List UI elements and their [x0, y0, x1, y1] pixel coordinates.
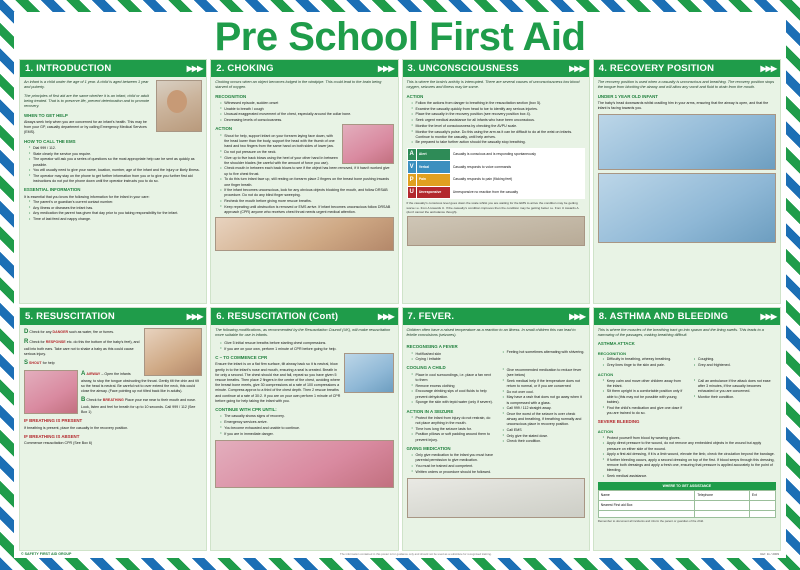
subheading-recognising-a-fever: RECOGNISING A FEVER	[406, 344, 458, 350]
photo-feverish-child	[407, 478, 585, 518]
panel-body	[594, 77, 780, 303]
action-list-left	[603, 379, 685, 417]
photo-chest-thrust	[215, 217, 393, 251]
list-item: • Check mouth in between each back blows to see if the object has been removed, if it hasn't worked give up to five chest thrust.	[220, 166, 393, 176]
avpu-footnote: If the casualty's conscious level goes down the scale whilst you are waiting for the EMS to arrive the condition may be getting worse i.e. from A towards U. If the casualty's condition improves then the condition may be getting better i.e. from U towards A. (don't cancel the ambulance though).	[406, 201, 580, 215]
intro-text: This is where the muscles of the breathing tract go into spasm and the lining swells. This leads to a narrowing of the passages, making breathing difficult.	[597, 327, 764, 337]
list-item: • Difficulty in breathing, wheezy breathing.	[603, 357, 685, 362]
photo-chest-compressions	[215, 440, 393, 488]
panel-recovery-position	[593, 59, 781, 304]
avpu-letter: U	[407, 186, 416, 199]
panel-number: 4.	[598, 63, 608, 74]
subheading-essential-information: ESSENTIAL INFORMATION	[24, 187, 81, 193]
cell-nearest-first-aid-box[interactable]: Nearest First aid Box	[598, 501, 695, 511]
panel-choking	[210, 59, 398, 304]
table-row	[407, 161, 584, 174]
action-list-right	[694, 379, 776, 417]
list-item: • Sponge the skin with tepid water (only if severe).	[412, 400, 494, 405]
panel-number: 6.	[216, 310, 225, 322]
giving-medication-list	[412, 453, 494, 475]
intro-text: The following modifications, as recommended by the Resuscitation Council (UK), will make resuscitation more suitable for use in infants.	[215, 327, 391, 337]
table-header-where-to-get-assistance: WHERE TO GET ASSISTANCE	[598, 482, 775, 490]
action-list	[220, 134, 393, 216]
recognition-list	[220, 101, 393, 123]
panel-unconsciousness	[402, 59, 590, 304]
panel-body	[20, 325, 206, 551]
recognition-columns	[598, 357, 776, 368]
panel-body	[403, 325, 589, 551]
avpu-letter: A	[407, 148, 416, 161]
cooling-child-list	[412, 373, 494, 406]
list-item: • Decreasing levels of consciousness.	[220, 118, 393, 123]
reference-code: Ref: 11 / 2009	[760, 552, 779, 556]
list-item: • Monitor the level of consciousness by checking the AVPU scale.	[412, 124, 585, 129]
avpu-word: Verbal	[416, 161, 450, 174]
list-item: • Time how long the seizure lasts for.	[412, 427, 494, 432]
list-item: • If you are on your own, perform 1 minute of CPR before going for help.	[220, 347, 393, 352]
intro-text-2: The principles of first aid are the same whether it is an infant, child or adult being treated. That is to preserve life, prevent deterioration and to promote recovery.	[24, 93, 150, 109]
subheading-under-1-year: UNDER 1 YEAR OLD INFANT	[597, 93, 658, 99]
subheading-recognition: RECOGNITION	[597, 350, 626, 356]
list-item: • Unable to breath / cough	[220, 107, 393, 112]
chevron-right-icon: ▶▶▶	[569, 64, 585, 73]
panel-asthma-and-bleeding	[593, 307, 781, 552]
list-item: • Seek medical help if the temperature does not return to normal, or if you are concerned	[503, 379, 585, 389]
panel-header	[594, 60, 780, 77]
list-item: • Any illness or diseases the infant has.	[29, 206, 202, 211]
panel-number-and-heading	[25, 311, 115, 322]
avpu-description: Unresponsive no reaction from the casualty	[450, 186, 584, 199]
if-breathing-absent-text: Commence resuscitation CPR (See Box 6)	[24, 441, 93, 446]
list-item: • Keep repeating until obstruction is removed or EMS arrive. If infant becomes unconscious follow DRSAB approach (CPR) anyone who receives chest thrust needs urgent medical attention.	[220, 205, 393, 215]
list-item: • Feeling hot sometimes alternating with shivering.	[503, 350, 585, 355]
chevron-right-icon: ▶▶▶	[186, 311, 203, 321]
panel-resuscitation-cont	[210, 307, 398, 552]
when-to-get-help-text: Always seek help when you are concerned for an infant's health. This may be from your GP, casualty department or by calling Emergency Medical Services (EMS).	[24, 119, 147, 135]
list-item: • Hot/flushed skin	[412, 352, 494, 357]
list-item: • Coughing.	[694, 357, 776, 362]
list-item: • Written orders or procedure should be followed.	[412, 470, 494, 475]
action-columns	[598, 379, 776, 417]
table-row[interactable]	[598, 511, 775, 518]
step-keyword: SHOUT	[29, 361, 42, 366]
list-item: • The operator may stay on the phone to get further information from you or to give you further first aid instructions do not put the phone down until the operator instructs you to do so.	[29, 174, 202, 184]
photo-check-response	[144, 328, 202, 376]
panel-number-and-heading	[408, 311, 455, 322]
panel-header	[403, 60, 589, 77]
cell-telephone[interactable]	[695, 511, 749, 518]
panel-number: 3.	[407, 63, 416, 74]
avpu-letter: P	[407, 174, 416, 187]
recognition-list-left	[603, 357, 685, 368]
list-item: • Do not over cool.	[503, 390, 585, 395]
list-item: • Dial 999 / 112.	[29, 146, 202, 151]
cooling-child-list-cont	[503, 368, 585, 395]
list-item: • If you are in immediate danger.	[220, 432, 393, 437]
panel-number-and-heading	[216, 63, 273, 74]
list-item: • Witnessed episode, sudden onset	[220, 101, 393, 106]
subheading-cooling-a-child: COOLING A CHILD	[406, 365, 446, 371]
list-item: • Call 999 / 112 straight away.	[503, 406, 585, 411]
seizure-action-list	[412, 416, 494, 443]
photo-unconscious-child	[407, 216, 585, 246]
chevron-right-icon: ▶▶▶	[378, 64, 394, 73]
rash-warning-list	[503, 395, 585, 411]
step-keyword: BREATHING	[102, 398, 124, 403]
recognition-list-right	[694, 357, 776, 368]
panel-body	[403, 77, 589, 303]
subheading-continue-cpr-until: CONTINUE WITH CPR UNTIL:	[215, 407, 277, 413]
panel-resuscitation	[19, 307, 207, 552]
list-item: • Check their condition.	[503, 439, 585, 444]
chevron-right-icon: ▶▶▶	[378, 311, 394, 321]
recognising-fever-list	[412, 352, 494, 363]
step-text: – Open the infants airway, to stop the tongue obstructing the throat. Gently tilt the chin and tilt so the head is neutral. Be careful not to over extend the neck, this could close the airway. (Face pointing up not tilted back like in adults).	[81, 371, 199, 394]
column-header-telephone: Telephone	[695, 491, 749, 501]
avpu-description: Casualty is conscious and is responding spontaneously	[450, 148, 584, 161]
panel-number-and-heading	[408, 63, 519, 74]
avpu-description: Casualty responds to voice commands	[450, 161, 584, 174]
list-item: • Sit them upright in a comfortable position only if able to (this may not be possible with young babies).	[603, 389, 685, 405]
step-keyword: RESPONSE	[45, 340, 66, 345]
table-row	[407, 174, 584, 187]
avpu-scale-table	[407, 148, 585, 200]
panel-number: 5.	[25, 310, 34, 322]
list-item: • Emergency services arrive.	[220, 420, 393, 425]
photo-recovery-position-2	[598, 173, 776, 243]
list-item: • You will usually need to give your name, location, number, age of the infant and the injury or likely illness.	[29, 168, 202, 173]
subheading-action: ACTION	[406, 93, 424, 99]
seizure-action-list-cont	[503, 412, 585, 433]
list-item: • Apply direct pressure to the wound, do not remove any embedded objects in the wound but apply pressure on either side of the wound.	[603, 441, 776, 451]
panel-heading: FEVER.	[418, 310, 455, 322]
contacts-note: Remember to document all incidents and inform the parent or guardian of the child.	[597, 519, 704, 524]
list-item: • Encourage drinking sips of cool fluids to help prevent dehydration.	[412, 389, 494, 399]
page-title: Pre School First Aid	[214, 15, 586, 59]
step-keyword: AIRWAY	[86, 371, 101, 376]
cell-name[interactable]	[598, 511, 695, 518]
list-item: • Be prepared to take further action should the casualty stop breathing.	[412, 140, 585, 145]
list-item: • Keep calm and move other children away from the infant.	[603, 379, 685, 389]
step-letter: R	[24, 339, 29, 346]
giving-medication-list-cont	[503, 434, 585, 445]
poster-title-bar	[19, 16, 781, 59]
panel-heading: INTRODUCTION	[36, 63, 112, 74]
fever-two-columns	[407, 341, 585, 475]
list-item: • Unusual exaggerated movement of the chest, especially around the collar bone.	[220, 112, 393, 117]
essential-info-list	[29, 200, 202, 222]
list-item: • Time of last feed and nappy change.	[29, 217, 202, 222]
modifications-list	[220, 341, 393, 352]
panel-header	[211, 60, 397, 77]
publisher-logo: © SAFETY FIRST AID GROUP	[21, 552, 72, 556]
photo-rescue-breaths	[344, 353, 394, 393]
panel-number: 8.	[598, 310, 608, 322]
list-item: • Monitor the casualty's pulse. Do this using the arm as it can be difficult to do at the wrist on infants. Continue to monitor the casualty, until help arrives.	[412, 130, 585, 140]
list-item: • Give up to five back blows using the heel of your other hand in between the shoulder blades (be careful with the amount of force you use).	[220, 156, 393, 166]
panel-introduction	[19, 59, 207, 304]
panel-heading: CHOKING	[227, 63, 274, 74]
panel-number: 7.	[407, 310, 416, 322]
cell-ext[interactable]	[749, 511, 775, 518]
column-header-name: Name	[598, 491, 695, 501]
panel-header	[594, 308, 780, 325]
if-breathing-text: If breathing is present, place the casualty in the recovery position.	[24, 425, 129, 430]
panel-heading: ASTHMA AND BLEEDING	[609, 310, 729, 322]
action-list	[412, 101, 585, 146]
intro-text: Choking occurs when an object becomes lodged in the windpipe. This could lead to the brain being starved of oxygen.	[215, 80, 382, 90]
cell-telephone[interactable]	[695, 501, 749, 511]
avpu-description: Casualty responds to pain (flicking feet)	[450, 174, 584, 187]
avpu-word: Unresponsive	[416, 186, 450, 199]
panel-header	[20, 60, 206, 77]
under-1-year-text: The baby's head downwards whilst cradling him in your arms, ensuring that the airway is open, and that the infant is facing towards you.	[597, 101, 769, 111]
panel-number: 1.	[25, 63, 34, 74]
intro-text: Children often have a raised temperature as a reaction to an illness. In small children this can lead to febrile convulsions (seizures).	[406, 327, 576, 337]
panel-body	[211, 325, 397, 551]
panel-number-and-heading	[216, 311, 338, 322]
chevron-right-icon: ▶▶▶	[760, 311, 776, 321]
bleeding-action-list	[603, 436, 776, 480]
table-row[interactable]	[598, 501, 775, 511]
list-item: • Follow the actions from danger to breathing in the resuscitation section (box 5).	[412, 101, 585, 106]
list-item: • Monitor their condition.	[694, 395, 776, 400]
step-title: Check for	[29, 340, 45, 345]
spacer	[498, 356, 585, 368]
list-item: • Seek medical assistance.	[603, 474, 776, 479]
avpu-word: Pain	[416, 174, 450, 187]
subheading-if-breathing-absent: IF BREATHING IS ABSENT	[24, 433, 80, 439]
list-item: • Shout for help, support infant on your forearm laying face down, with the head lower than the body, support the head with the thumb of one hand and two fingers from the same hand on both sides of lower jaw.	[220, 134, 393, 150]
commence-cpr-text: Ensure the infant is on a flat firm surface, tilt airway back so it is neutral, blow gently in to the infant's nose and mouth, ensuring a seal is created. Breath in for only a second. The chest should rise and fall, repeat so you have given 5 rescue breaths. Then place 2 fingers in the centre of the chest, avoiding where the breast bone meets, give 30 compressions at a rate of 100 compressions a minute. Compress approx to a third of the chest depth. Then 2 rescue breaths and continue at a rate of 30:2. If you are on your own perform 1 minute of CPR before going for help taking the infant with you.	[215, 362, 341, 403]
chevron-right-icon: ▶▶▶	[186, 64, 203, 73]
list-item: • Crying / irritable	[412, 357, 494, 362]
panel-header	[403, 308, 589, 325]
panel-heading: RESUSCITATION	[36, 310, 115, 322]
list-item: • Only give medication to the infant you must have parental permission to give medication.	[412, 453, 494, 463]
disclaimer-text: The information contained in this poster is for guidance only and should not be used as a substitute for recognised training.	[340, 552, 492, 556]
list-item: • Place in cool surroundings, i.e. place a fan next to them	[412, 373, 494, 383]
recognising-fever-list-cont	[503, 350, 585, 355]
step-letter: B	[81, 397, 86, 404]
list-item: • Find the child's medication and give one dose if you are trained to do so.	[603, 406, 685, 416]
subheading-how-to-call-ems: HOW TO CALL THE EMS	[24, 138, 76, 144]
panel-header	[211, 308, 397, 325]
step-text: for help	[42, 361, 55, 366]
continue-cpr-list	[220, 414, 393, 436]
step-text: etc. do this the bottom of the baby's feet), and call into both ears. Take care not to shake a baby as this could cause serious injury.	[24, 340, 140, 357]
panel-header	[20, 308, 206, 325]
step-letter: A	[81, 370, 86, 377]
list-item: • Remove excess clothing	[412, 384, 494, 389]
subheading-giving-medication: GIVING MEDICATION	[406, 445, 451, 451]
panel-number-and-heading	[25, 63, 111, 74]
table-row	[407, 148, 584, 161]
step-letter: S	[24, 360, 29, 367]
list-item: • If further bleeding occurs, apply a second dressing on top of the first. If blood seeps through this dressing, remove both dressings and apply a fresh one, ensuring that pressure is applied accurately to the point of bleeding.	[603, 458, 776, 474]
list-item: • Examine the casualty quickly from head to toe to identify any serious injuries.	[412, 107, 585, 112]
step-text: such as water, fire or fumes.	[69, 329, 115, 334]
list-item: • Grey and frightened.	[694, 363, 776, 368]
poster-sheet	[14, 12, 786, 558]
spacer	[498, 341, 585, 350]
subheading-recognition: RECOGNITION	[215, 93, 247, 99]
photo-infant-head	[156, 80, 202, 132]
subheading-action: ACTION	[215, 126, 233, 132]
list-item: • Protect the infant from injury do not restrain, do not place anything in the mouth.	[412, 416, 494, 426]
chevron-right-icon: ▶▶▶	[760, 64, 776, 73]
intro-text: The recovery position is used when a casualty is unconscious and breathing. The recovery position stops the tongue from blocking the airway and will allow any vomit and fluid to drain from the mouth.	[597, 80, 775, 90]
panel-body	[211, 77, 397, 303]
list-item: • You must be trained and competent.	[412, 464, 494, 469]
step-text: Place your ear near to their mouth and nose. Look, listen and feel for breath for up to 10 seconds. Call 999 / 112 (See Box 1)	[81, 398, 196, 415]
subheading-if-breathing-present: IF BREATHING IS PRESENT	[24, 418, 83, 424]
list-item: • Give recommended medication to reduce fever (see below)	[503, 368, 585, 378]
table-row	[598, 491, 775, 501]
list-item: • The operator will ask you a series of questions so the most appropriate help can be sent as quickly as possible.	[29, 157, 202, 167]
step-title: Check for	[86, 398, 102, 403]
subheading-action: ACTION	[597, 371, 614, 377]
list-item: • May have a rash that does not go away when it is compressed with a glass.	[503, 395, 585, 405]
panel-body	[594, 325, 780, 551]
cell-ext[interactable]	[749, 501, 775, 511]
avpu-letter: V	[407, 161, 416, 174]
list-item: • Once the worst of the seizure is over check airway and breathing, if breathing normally and unconscious place in recovery position.	[503, 412, 585, 428]
subheading-asthma-attack: ASTHMA ATTACK	[597, 341, 635, 347]
chevron-right-icon: ▶▶▶	[569, 311, 585, 321]
panel-number-and-heading	[599, 63, 714, 74]
intro-text: This is where the brain's activity is interrupted. There are several causes of unconsciousness low blood oxygen, seizures and illness may be some.	[406, 80, 580, 90]
step-title: Check for any	[29, 329, 52, 334]
list-item: • Protect yourself from blood by wearing gloves.	[603, 436, 776, 441]
list-item: • Place the casualty in the recovery position (see recovery position box 4).	[412, 112, 585, 117]
list-item: • Call an ambulance if the attack does not ease after 3 minutes, if the casualty becomes exhausted or you are concerned.	[694, 379, 776, 395]
list-item: • Apply a first aid dressing, if it is a limb wound, elevate the limb, check the circulation beyond the bandage.	[603, 452, 776, 457]
poster-footer	[19, 551, 781, 556]
step-letter: D	[24, 328, 29, 335]
how-to-call-ems-list	[29, 146, 202, 184]
list-item: • Any medication the parent has given that day prior to you taking responsibility for the infant.	[29, 211, 202, 216]
panel-heading: RECOVERY POSITION	[609, 63, 715, 74]
list-item: • Only give the stated dose.	[503, 434, 585, 439]
list-item: • To do this turn infant face up, still resting on forearm place 2 fingers on the breast bone pushing inwards one finger breath.	[220, 177, 393, 187]
list-item: • Seek urgent medical assistance for all infants who have been unconscious.	[412, 118, 585, 123]
list-item: • The casualty shows signs of recovery.	[220, 414, 393, 419]
list-item: • The parent's or guardian's current contact number.	[29, 200, 202, 205]
list-item: • State clearly the service you require.	[29, 152, 202, 157]
list-item: • Call EMS	[503, 428, 585, 433]
column-header-ext: Ext	[749, 491, 775, 501]
list-item: • Recheck the mouth before giving more rescue breaths.	[220, 199, 393, 204]
panel-body	[20, 77, 206, 303]
subheading-severe-bleeding: SEVERE BLEEDING	[597, 419, 640, 425]
panel-fever	[402, 307, 590, 552]
fever-column-right	[498, 341, 585, 475]
panel-heading: RESUSCITATION (Cont)	[227, 310, 339, 322]
avpu-word: Alert	[416, 148, 450, 161]
step-keyword: DANGER	[52, 329, 69, 334]
list-item: • If the infant becomes unconscious, look for any obvious objects blocking the mouth, and follow DRSAB procedure. Do not do any blind finger sweeping.	[220, 188, 393, 198]
subheading-commence-cpr: C – TO COMMENCE CPR	[215, 355, 268, 361]
assistance-contacts-table[interactable]	[598, 482, 776, 518]
table-header-row	[598, 482, 775, 490]
panel-grid	[19, 59, 781, 551]
subheading-when-to-get-help: WHEN TO GET HELP	[24, 112, 68, 118]
fever-column-left	[407, 341, 494, 475]
panel-number-and-heading	[599, 311, 729, 322]
table-row	[407, 186, 584, 199]
list-item: • Give 5 initial rescue breaths before starting chest compressions.	[220, 341, 393, 346]
list-item: • You become exhausted and unable to continue.	[220, 426, 393, 431]
panel-number: 2.	[216, 63, 225, 74]
list-item: • Grey lines tinge to the skin and pale.	[603, 363, 685, 368]
photo-recovery-position-1	[598, 114, 776, 170]
panel-heading: UNCONSCIOUSNESS	[418, 63, 519, 74]
intro-text-1: An infant is a child under the age of 1 year. A child is aged between 1 year and puberty.	[24, 80, 149, 90]
essential-info-text: It is essential that you know the following information for the infant in your care:	[24, 194, 150, 199]
subheading-action-in-a-seizure: ACTION IN A SEIZURE	[406, 408, 454, 414]
subheading-bleeding-action: ACTION	[597, 428, 614, 434]
list-item: • Position pillows or soft padding around them to prevent injury.	[412, 432, 494, 442]
list-item: • Do not put pressure on the neck.	[220, 150, 393, 155]
photo-open-airway	[24, 370, 78, 414]
